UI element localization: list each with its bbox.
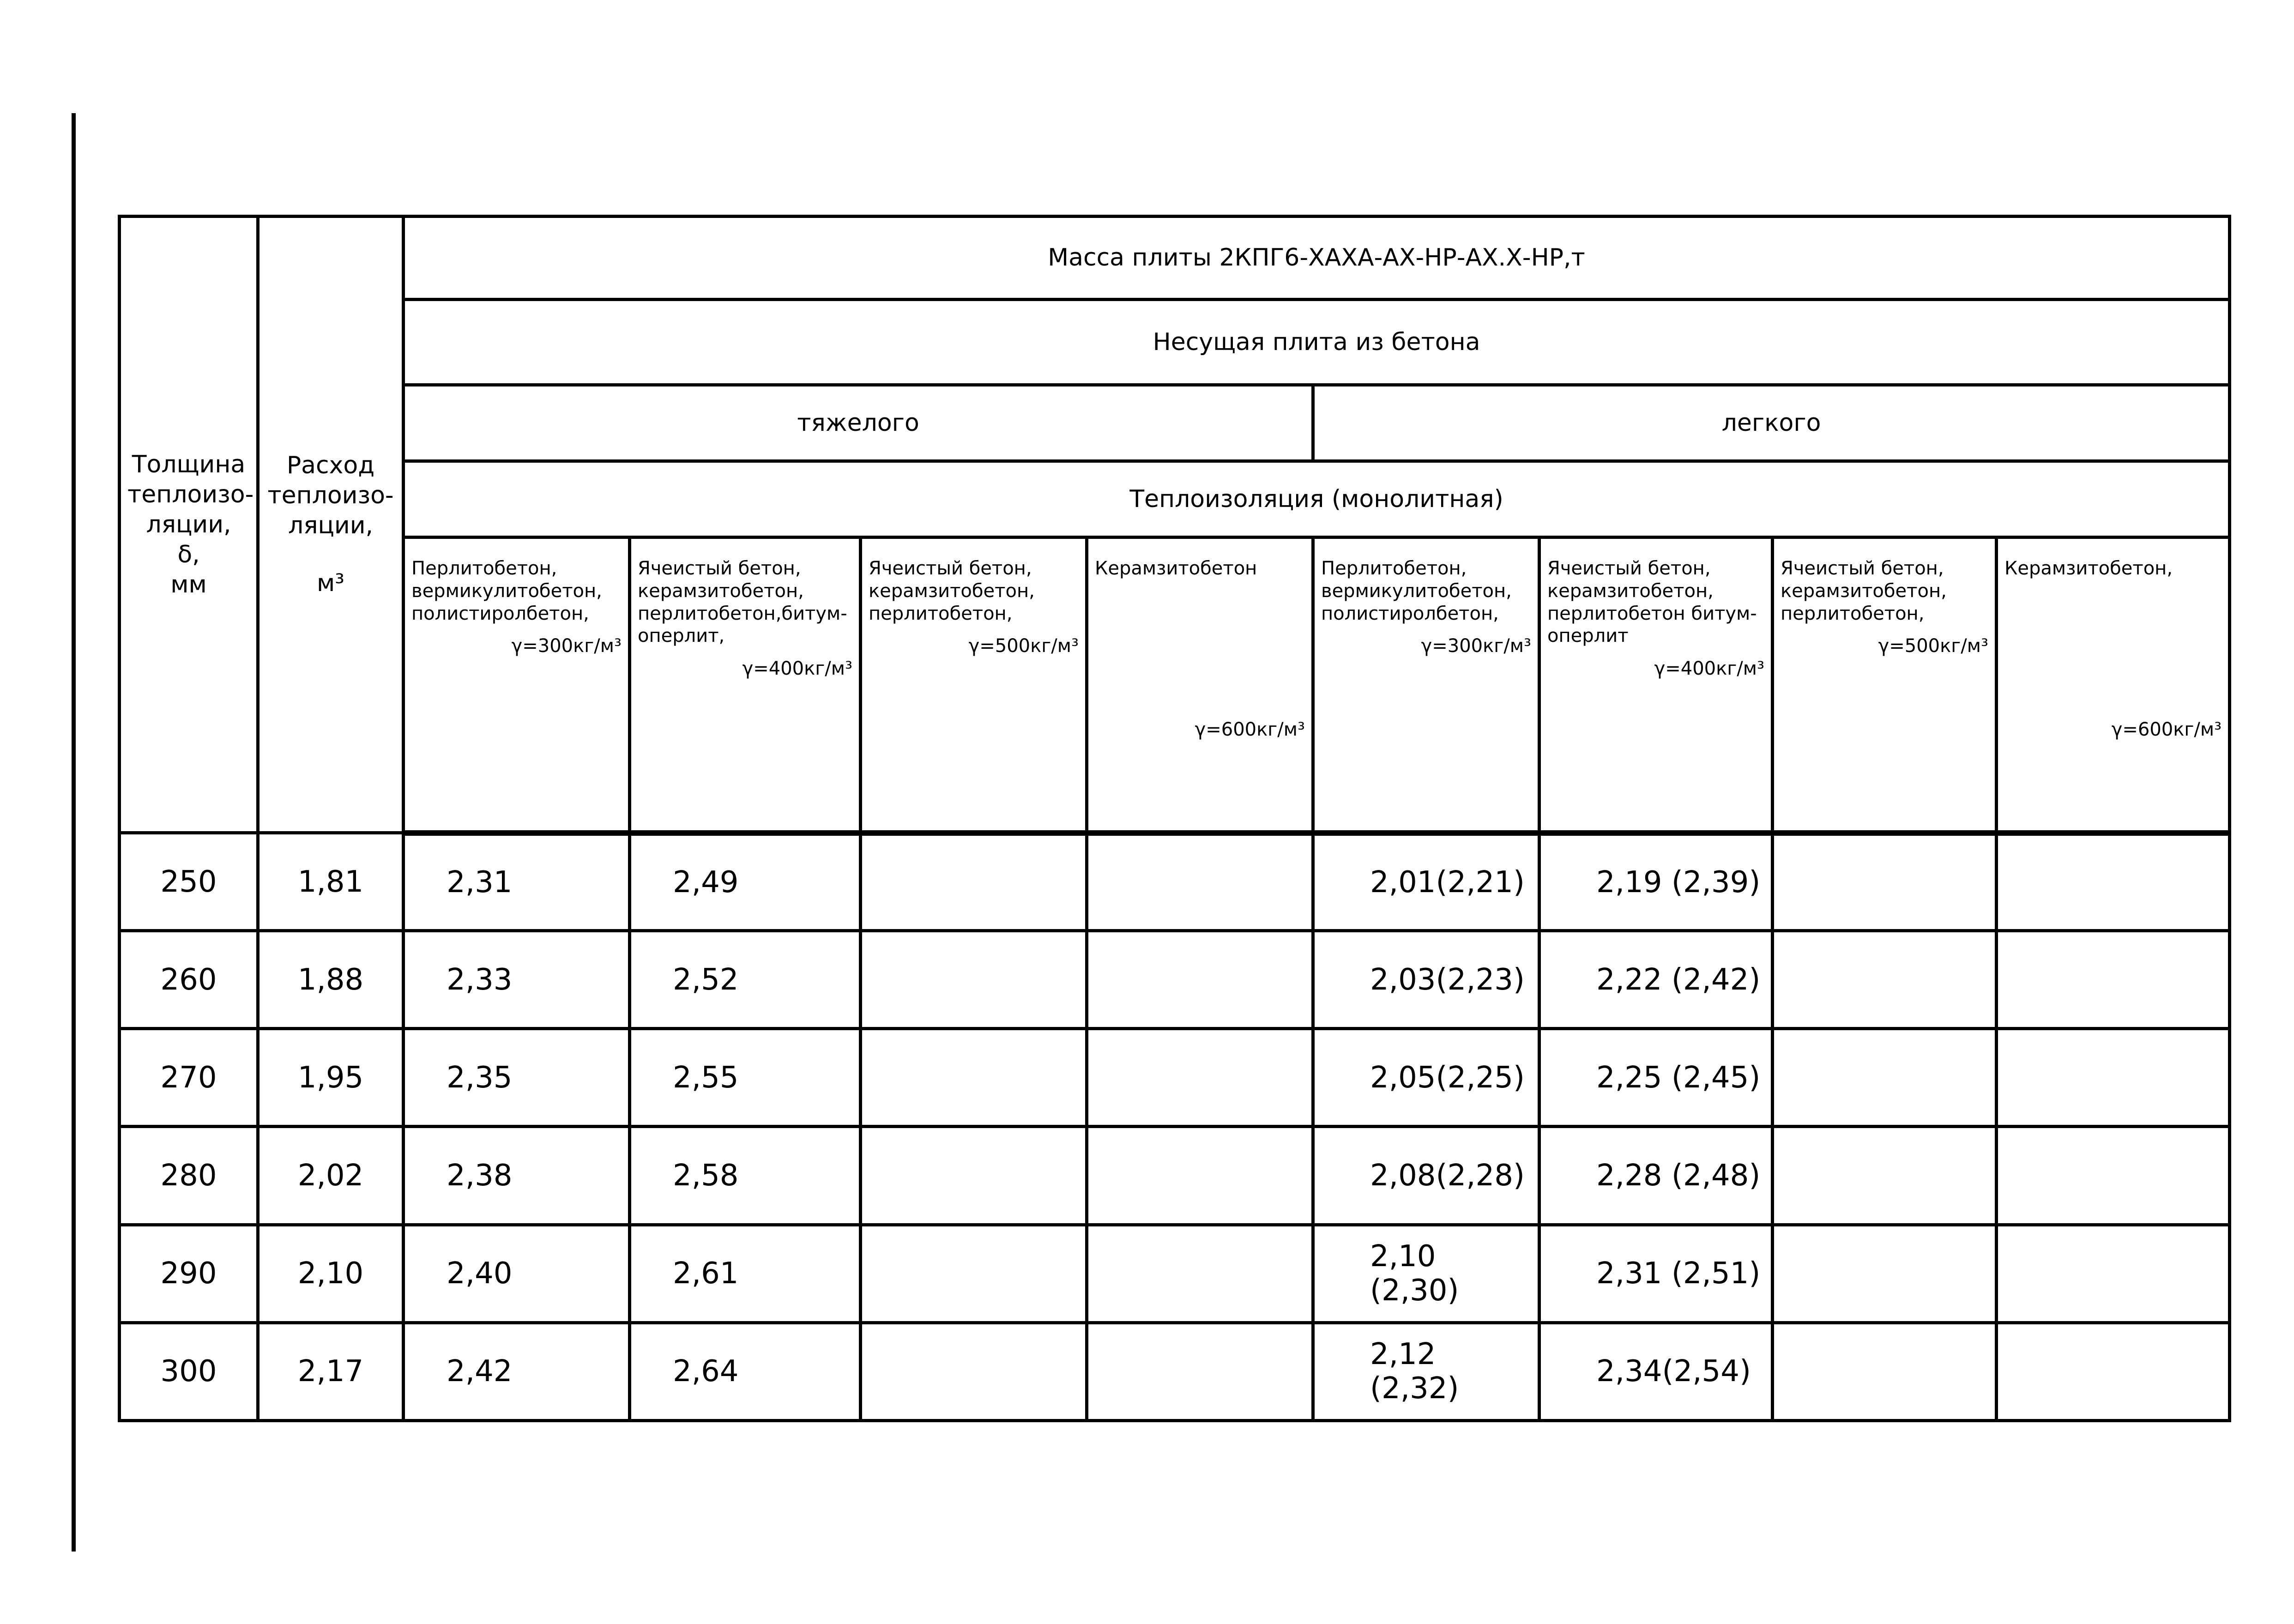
mass-cell (1997, 1029, 2230, 1127)
mass-cell: 2,25 (2,45) (1539, 1029, 1773, 1127)
consumption-header-line: Расход (286, 452, 375, 479)
mass-cell: 2,03(2,23) (1313, 931, 1539, 1029)
column-header-name: Ячеистый бетон, керамзитобетон, перлитобетон, (1781, 558, 1947, 624)
column-header-name: Ячеистый бетон, керамзитобетон, перлитобетон,битум- оперлит, (638, 558, 847, 647)
mass-cell (1087, 1322, 1313, 1420)
consumption-cell: 1,95 (258, 1029, 404, 1127)
thickness-cell: 260 (120, 931, 258, 1029)
mass-cell (1997, 1225, 2230, 1322)
column-header-density: γ=300кг/м³ (1421, 635, 1531, 657)
mass-cell: 2,52 (630, 931, 861, 1029)
column-header (1539, 537, 1773, 833)
mass-cell: 2,01(2,21) (1313, 833, 1539, 931)
column-header (1997, 537, 2230, 833)
thickness-header (120, 217, 258, 833)
mass-cell (861, 1127, 1087, 1225)
mass-cell (1997, 931, 2230, 1029)
consumption-header (258, 217, 404, 833)
table-title: Масса плиты 2КПГ6-ХАХА-АХ-НР-АХ.Х-НР,т (404, 217, 2230, 300)
mass-cell: 2,31 (404, 833, 630, 931)
mass-cell: 2,55 (630, 1029, 861, 1127)
mass-cell (861, 1322, 1087, 1420)
mass-cell: 2,19 (2,39) (1539, 833, 1773, 931)
table-row (120, 1322, 2230, 1420)
thickness-unit: мм (170, 570, 207, 598)
mass-cell: 2,12 (2,32) (1313, 1322, 1539, 1420)
thickness-header-line: δ, (177, 540, 200, 568)
mass-cell: 2,64 (630, 1322, 861, 1420)
column-header-density: γ=400кг/м³ (1654, 658, 1764, 680)
consumption-cell: 1,88 (258, 931, 404, 1029)
mass-cell (1087, 1029, 1313, 1127)
mass-cell (1773, 931, 1997, 1029)
mass-cell: 2,28 (2,48) (1539, 1127, 1773, 1225)
column-header-name: Керамзитобетон, (2004, 558, 2173, 579)
mass-cell: 2,33 (404, 931, 630, 1029)
consumption-cell: 2,10 (258, 1225, 404, 1322)
table-row (120, 1029, 2230, 1127)
column-header (1773, 537, 1997, 833)
table-row (120, 833, 2230, 931)
mass-cell (861, 931, 1087, 1029)
mass-cell (1773, 833, 1997, 931)
mass-cell (1997, 1127, 2230, 1225)
mass-cell (861, 833, 1087, 931)
consumption-cell: 1,81 (258, 833, 404, 931)
mass-cell (1773, 1225, 1997, 1322)
mass-cell (861, 1225, 1087, 1322)
column-header (1313, 537, 1539, 833)
mass-cell: 2,22 (2,42) (1539, 931, 1773, 1029)
mass-cell (1997, 1322, 2230, 1420)
column-header (1087, 537, 1313, 833)
thickness-cell: 270 (120, 1029, 258, 1127)
mass-cell (1087, 1127, 1313, 1225)
consumption-header-line: теплоизо- (267, 482, 394, 509)
light-concrete-header: легкого (1313, 385, 2230, 461)
column-header-name: Ячеистый бетон, керамзитобетон, перлитобетон, (869, 558, 1035, 624)
mass-cell (1773, 1322, 1997, 1420)
thickness-header-line: теплоизо- (127, 480, 254, 508)
mass-cell: 2,35 (404, 1029, 630, 1127)
mass-cell: 2,40 (404, 1225, 630, 1322)
table-row (120, 1225, 2230, 1322)
heavy-concrete-header: тяжелого (404, 385, 1313, 461)
table-body (120, 833, 2230, 1421)
mass-cell: 2,34(2,54) (1539, 1322, 1773, 1420)
mass-cell: 2,10 (2,30) (1313, 1225, 1539, 1322)
column-header-density: γ=300кг/м³ (511, 635, 622, 657)
column-header (404, 537, 630, 833)
mass-cell: 2,58 (630, 1127, 861, 1225)
column-header (861, 537, 1087, 833)
mass-cell (1773, 1029, 1997, 1127)
thickness-cell: 290 (120, 1225, 258, 1322)
mass-cell (1997, 833, 2230, 931)
column-header-name: Керамзитобетон (1095, 558, 1257, 579)
mass-cell: 2,42 (404, 1322, 630, 1420)
mass-cell (861, 1029, 1087, 1127)
mass-cell (1087, 833, 1313, 931)
table-row (120, 1127, 2230, 1225)
thickness-cell: 280 (120, 1127, 258, 1225)
column-header-density: γ=500кг/м³ (968, 635, 1079, 657)
column-header-density: γ=400кг/м³ (742, 658, 852, 680)
consumption-header-line: ляции, (288, 512, 374, 539)
mass-cell: 2,31 (2,51) (1539, 1225, 1773, 1322)
mass-cell: 2,38 (404, 1127, 630, 1225)
column-header-density: γ=500кг/м³ (1878, 635, 1988, 657)
mass-cell (1087, 931, 1313, 1029)
mass-cell: 2,49 (630, 833, 861, 931)
consumption-cell: 2,02 (258, 1127, 404, 1225)
carrying-plate-header: Несущая плита из бетона (404, 300, 2230, 385)
column-header-name: Ячеистый бетон, керамзитобетон, перлитобетон битум- оперлит (1547, 558, 1757, 647)
page-margin-line (72, 113, 76, 1552)
column-header-name: Перлитобетон, вермикулитобетон, полистиролбетон, (1321, 558, 1512, 624)
table-row (120, 931, 2230, 1029)
consumption-unit: м³ (316, 569, 345, 597)
thickness-header-line: ляции, (146, 510, 231, 538)
thickness-header-line: Толщина (132, 450, 246, 478)
thickness-cell: 250 (120, 833, 258, 931)
column-header-name: Перлитобетон, вермикулитобетон, полистиролбетон, (411, 558, 602, 624)
plate-mass-table (118, 215, 2231, 1422)
mass-cell: 2,05(2,25) (1313, 1029, 1539, 1127)
mass-cell: 2,61 (630, 1225, 861, 1322)
consumption-cell: 2,17 (258, 1322, 404, 1420)
mass-cell (1773, 1127, 1997, 1225)
mass-cell (1087, 1225, 1313, 1322)
column-header-density: γ=600кг/м³ (1195, 718, 1305, 740)
mass-cell: 2,08(2,28) (1313, 1127, 1539, 1225)
column-header (630, 537, 861, 833)
insulation-header: Теплоизоляция (монолитная) (404, 461, 2230, 537)
column-header-density: γ=600кг/м³ (2111, 718, 2222, 740)
thickness-cell: 300 (120, 1322, 258, 1420)
